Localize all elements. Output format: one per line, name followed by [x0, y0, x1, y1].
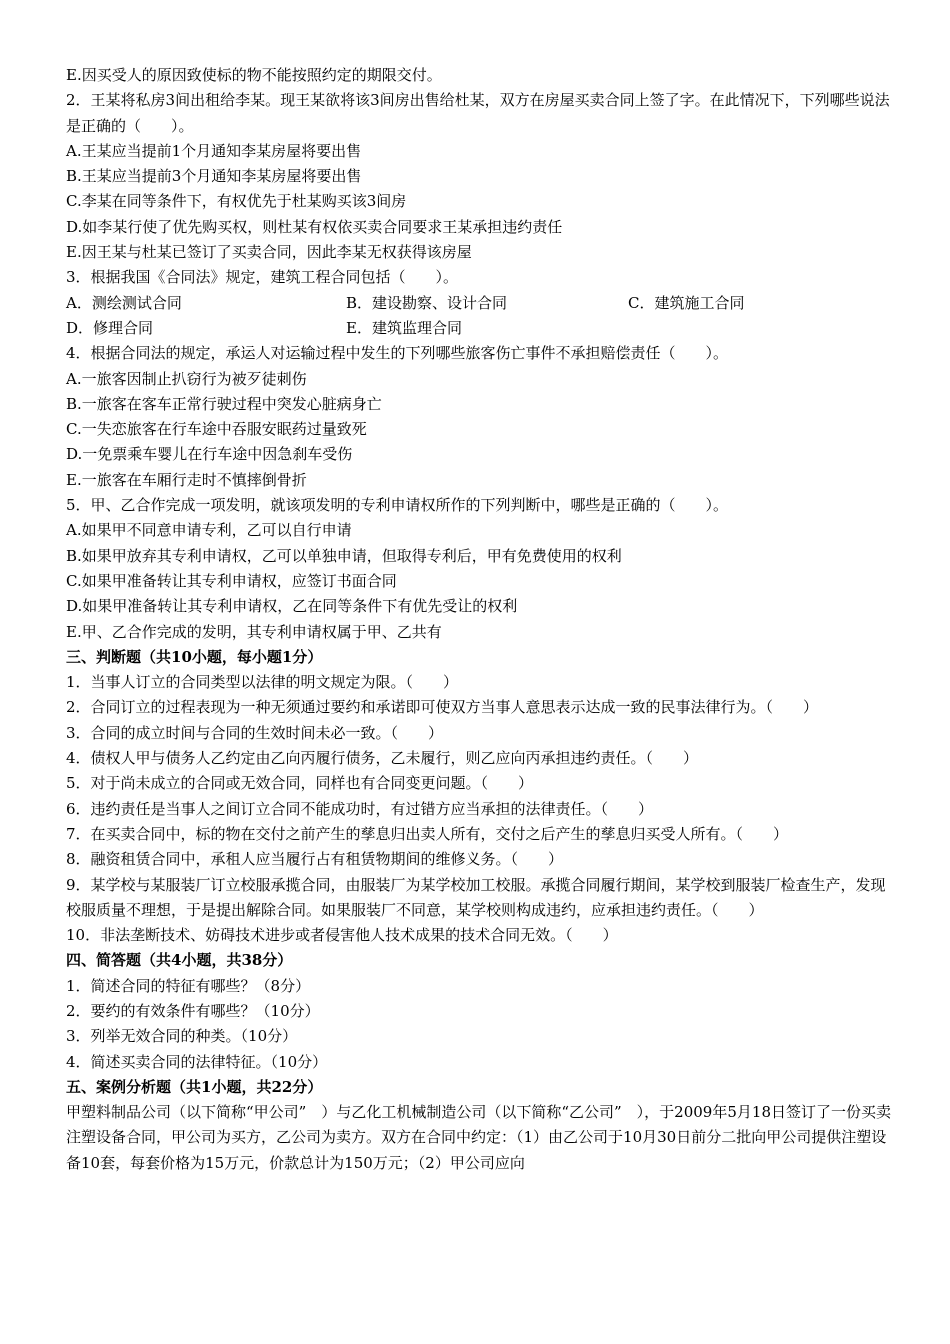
q3-stem: 3．根据我国《合同法》规定，建筑工程合同包括（ ）。	[66, 268, 459, 287]
true-false-item-2: 2．合同订立的过程表现为一种无须通过要约和承诺即可使双方当事人意思表示达成一致的民事法律行为。（ ）	[66, 698, 819, 717]
document-page	[66, 63, 892, 1176]
q3-option-d: D．修理合同	[66, 318, 154, 337]
q4-option-c: C.一失恋旅客在行车途中吞服安眠药过量致死	[66, 420, 367, 439]
q2-option-b: B.王某应当提前3个月通知李某房屋将要出售	[66, 167, 362, 186]
case-paragraph: 甲塑料制品公司（以下简称“甲公司” ）与乙化工机械制造公司（以下简称“乙公司” ），于2009年5月18日签订了一份买卖注塑设备合同，甲公司为买方，乙公司为卖方。双方在合同中约定：（1）由乙公司于10月30日前分二批向甲公司提供注塑设备10套，每套价格为15万元，价款总计为150万元；（2）甲公司应向	[66, 1103, 891, 1172]
true-false-item-4: 4．债权人甲与债务人乙约定由乙向丙履行债务，乙未履行，则乙应向丙承担违约责任。（ ）	[66, 749, 699, 768]
q5-option-d: D.如果甲准备转让其专利申请权，乙在同等条件下有优先受让的权利	[66, 597, 518, 616]
true-false-item-7: 7．在买卖合同中，标的物在交付之前产生的孳息归出卖人所有，交付之后产生的孳息归买受人所有。（ ）	[66, 824, 789, 843]
q2-stem: 2．王某将私房3间出租给李某。现王某欲将该3间房出售给杜某，双方在房屋买卖合同上签了字。在此情况下，下列哪些说法是正确的（ ）。	[66, 91, 890, 135]
q3-option-a: A．测绘测试合同	[66, 293, 182, 312]
true-false-item-5: 5．对于尚未成立的合同或无效合同，同样也有合同变更问题。（ ）	[66, 774, 534, 793]
q3-options-row-2	[66, 316, 892, 341]
q4-option-a: A.一旅客因制止扒窃行为被歹徒刺伤	[66, 369, 307, 388]
section-5-heading: 五、案例分析题（共1小题，共22分）	[66, 1077, 323, 1096]
true-false-item-1: 1．当事人订立的合同类型以法律的明文规定为限。（ ）	[66, 673, 459, 692]
q3-options-row-1	[66, 291, 892, 316]
true-false-item-3: 3．合同的成立时间与合同的生效时间未必一致。（ ）	[66, 723, 444, 742]
q5-option-e: E.甲、乙合作完成的发明，其专利申请权属于甲、乙共有	[66, 622, 442, 641]
q2-option-c: C.李某在同等条件下，有权优先于杜某购买该3间房	[66, 192, 407, 211]
q3-option-e: E．建筑监理合同	[346, 318, 462, 337]
q3-option-c: C．建筑施工合同	[628, 293, 745, 312]
true-false-item-9: 9．某学校与某服装厂订立校服承揽合同，由服装厂为某学校加工校服。承揽合同履行期间，某学校到服装厂检查生产，发现校服质量不理想，于是提出解除合同。如果服装厂不同意，某学校则构成违约，应承担违约责任。（ ）	[66, 875, 886, 919]
short-answer-item-4: 4．简述买卖合同的法律特征。（10分）	[66, 1052, 328, 1071]
short-answer-item-1: 1．简述合同的特征有哪些？（8分）	[66, 976, 311, 995]
section-3-heading: 三、判断题（共10小题，每小题1分）	[66, 647, 323, 666]
true-false-item-10: 10．非法垄断技术、妨碍技术进步或者侵害他人技术成果的技术合同无效。（ ）	[66, 926, 618, 945]
q1-option-e: E.因买受人的原因致使标的物不能按照约定的期限交付。	[66, 66, 442, 84]
true-false-item-8: 8．融资租赁合同中，承租人应当履行占有租赁物期间的维修义务。（ ）	[66, 850, 564, 869]
q4-option-b: B.一旅客在客车正常行驶过程中突发心脏病身亡	[66, 394, 382, 413]
q5-option-c: C.如果甲准备转让其专利申请权，应签订书面合同	[66, 571, 397, 590]
short-answer-item-2: 2．要约的有效条件有哪些？（10分）	[66, 1001, 320, 1020]
q3-option-b: B．建设勘察、设计合同	[346, 293, 508, 312]
q2-option-d: D.如李某行使了优先购买权，则杜某有权依买卖合同要求王某承担违约责任	[66, 217, 563, 236]
q5-option-b: B.如果甲放弃其专利申请权，乙可以单独申请，但取得专利后，甲有免费使用的权利	[66, 546, 622, 565]
q2-option-e: E.因王某与杜某已签订了买卖合同，因此李某无权获得该房屋	[66, 243, 472, 262]
q2-option-a: A.王某应当提前1个月通知李某房屋将要出售	[66, 141, 362, 160]
q5-stem: 5．甲、乙合作完成一项发明，就该项发明的专利申请权所作的下列判断中，哪些是正确的（ ）。	[66, 496, 729, 515]
section-4-heading: 四、简答题（共4小题，共38分）	[66, 951, 293, 970]
true-false-item-6: 6．违约责任是当事人之间订立合同不能成功时，有过错方应当承担的法律责任。（ ）	[66, 799, 654, 818]
q4-stem: 4．根据合同法的规定，承运人对运输过程中发生的下列哪些旅客伤亡事件不承担赔偿责任（ ）。	[66, 344, 729, 363]
q5-option-a: A.如果甲不同意申请专利，乙可以自行申请	[66, 521, 352, 540]
q4-option-e: E.一旅客在车厢行走时不慎摔倒骨折	[66, 470, 307, 489]
q4-option-d: D.一免票乘车婴儿在行车途中因急刹车受伤	[66, 445, 353, 464]
short-answer-item-3: 3．列举无效合同的种类。（10分）	[66, 1027, 298, 1046]
